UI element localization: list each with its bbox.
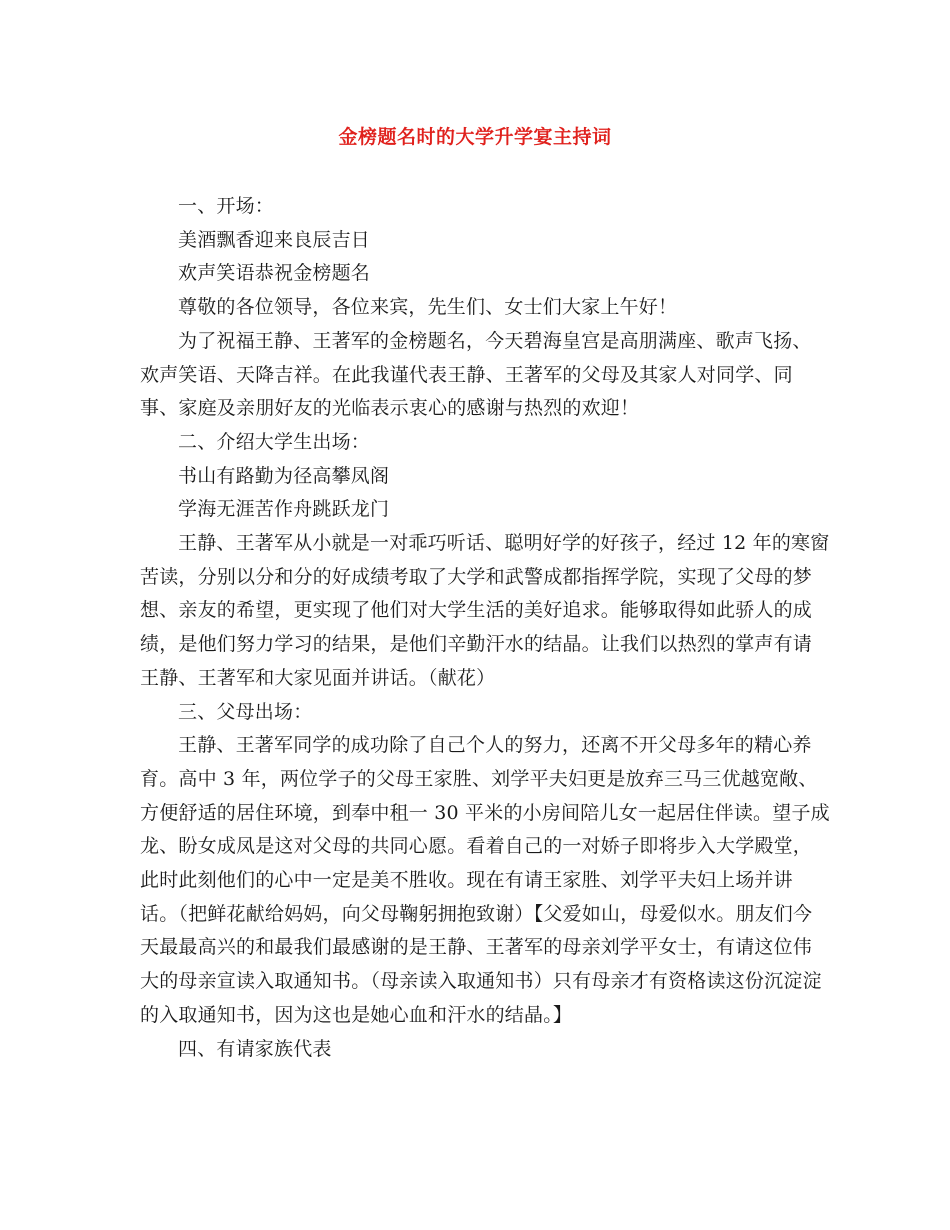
paragraph-family-heading: 四、有请家族代表 [178, 1037, 332, 1060]
paragraph-greeting: 尊敬的各位领导，各位来宾，先生们、女士们大家上午好！ [178, 296, 678, 319]
paragraph-parents-heading: 三、父母出场： [178, 700, 313, 723]
paragraph-welcome: 为了祝福王静、王著军的金榜题名，今天碧海皇宫是高朋满座、歌声飞扬、欢声笑语、天降吉祥。在此我谨代表王静、王著军的父母及其家人对同学、同事、家庭及亲朋好友的光临表示衷心的感谢与热烈的欢迎！ [140, 329, 812, 420]
paragraph-students-intro: 王静、王著军从小就是一对乖巧听话、聪明好学的好孩子，经过 12 年的寒窗苦读，分别以分和分的好成绩考取了大学和武警成都指挥学院，实现了父母的梦想、亲友的希望，更实现了他们对大学生活的美好追求。能够取得如此骄人的成绩，是他们努力学习的结果，是他们辛勤汗水的结晶。让我们以热烈的掌声有请王静、王著军和大家见面并讲话。（献花） [140, 532, 830, 689]
paragraph-couplet-1: 美酒飘香迎来良辰吉日 [178, 228, 371, 251]
paragraph-students-heading: 二、介绍大学生出场： [178, 430, 371, 453]
paragraph-opening-heading: 一、开场： [178, 195, 275, 217]
document-body [140, 190, 830, 1066]
paragraph-couplet-2: 欢声笑语恭祝金榜题名 [178, 262, 371, 285]
paragraph-couplet-4: 学海无涯苦作舟跳跃龙门 [178, 498, 390, 521]
document-title: 金榜题名时的大学升学宴主持词 [338, 126, 612, 148]
paragraph-couplet-3: 书山有路勤为径高攀凤阁 [178, 464, 390, 487]
paragraph-parents-intro: 王静、王著军同学的成功除了自己个人的努力，还离不开父母多年的精心养育。高中 3 年，两位学子的父母王家胜、刘学平夫妇更是放弃三马三优越宽敞、方便舒适的居住环境，到奉中租一 30 平米的小房间陪儿女一起居住伴读。望子成龙、盼女成凤是这对父母的共同心愿。看着自己的一对娇子即将步入大学殿堂，此时此刻他们的心中一定是美不胜收。现在有请王家胜、刘学平夫妇上场并讲话。（把鲜花献给妈妈，向父母鞠躬拥抱致谢）【父爱如山，母爱似水。朋友们今天最最高兴的和最我们最感谢的是王静、王著军的母亲刘学平女士，有请这位伟大的母亲宣读入取通知书。（母亲读入取通知书）只有母亲才有资格读这份沉淀淀的入取通知书，因为这也是她心血和汗水的结晶。】 [140, 734, 830, 1026]
